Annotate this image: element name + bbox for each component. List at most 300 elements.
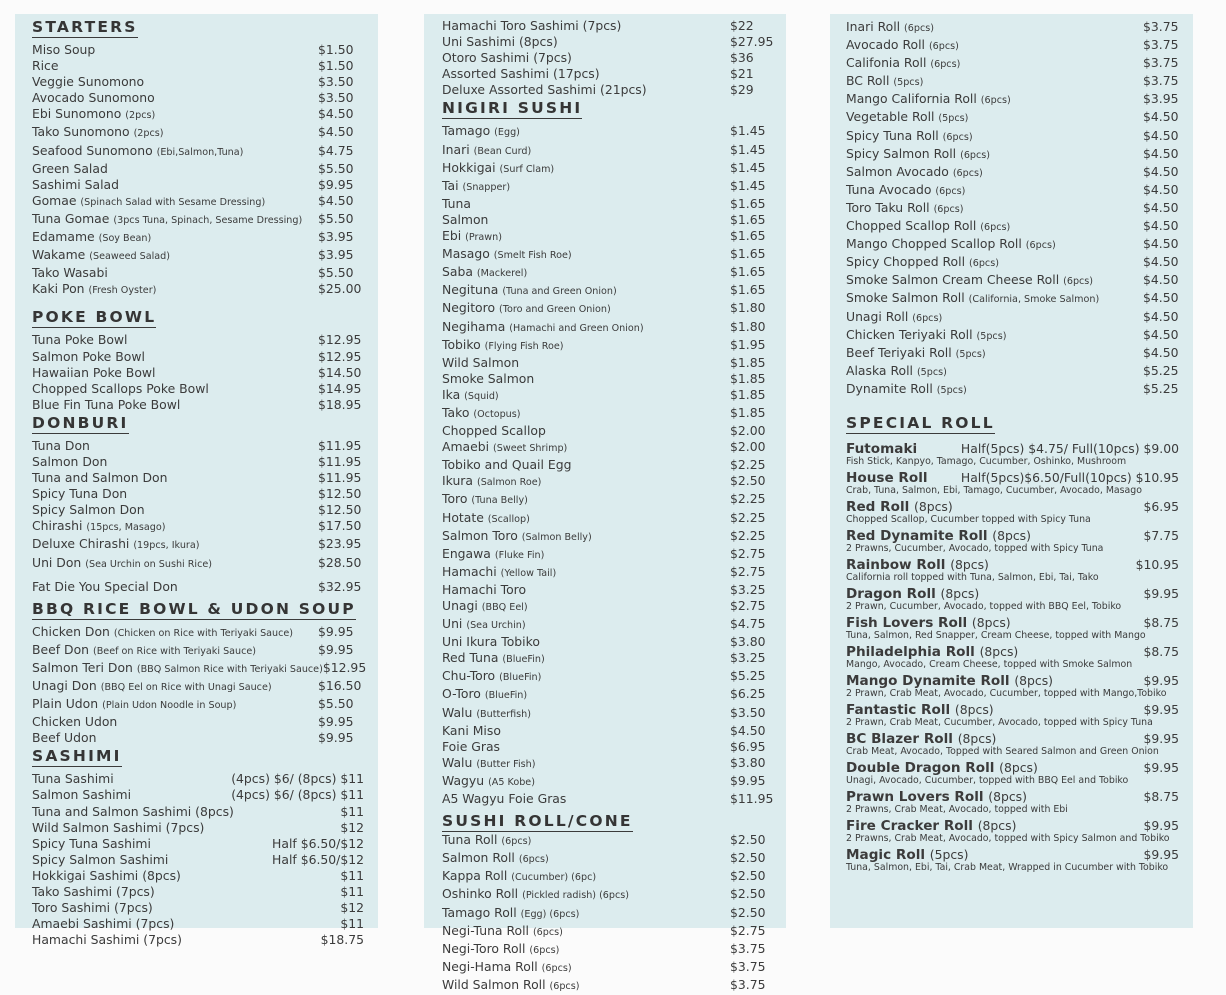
item-name: Uni [442,616,463,632]
list-item [442,886,778,904]
item-size: (8pcs) [940,585,980,601]
item-price: $16.50 [318,678,362,693]
rolls-continued-list [846,19,1179,399]
item-note: (Ebi,Salmon,Tuna) [156,146,244,158]
list-item [846,290,1179,308]
item-name: Salmon Roll [442,850,515,866]
item-name-wrap [32,332,128,348]
list-item [32,771,364,787]
special-roll-item [846,585,1179,612]
item-price: $4.50 [1143,272,1179,288]
item-price: $3.75 [1143,37,1179,53]
item-price: $14.50 [318,364,362,380]
item-name: Tuna Poke Bowl [32,332,128,348]
item-note: (6pcs) [980,222,1011,234]
list-item [442,650,778,668]
item-note: (6pcs) [928,41,959,53]
item-price: $3.50 [318,90,354,106]
item-name: Seafood Sunomono [32,142,153,158]
item-name: Wakame [32,247,86,263]
list-item [32,804,364,820]
item-name-wrap [442,832,531,850]
item-name: Inari [442,141,470,157]
item-price: $3.75 [730,940,766,956]
item-note: (BBQ Eel on Rice with Unagi Sauce) [100,682,272,693]
item-price: $2.75 [730,545,766,561]
item-name: Spicy Salmon Sashimi [32,851,169,867]
item-name-wrap [846,236,1056,254]
item-price: $2.25 [730,509,766,525]
item-name: Deluxe Chirashi [32,536,130,552]
list-item [32,642,364,660]
item-name-wrap [442,473,541,491]
item-price: $3.75 [1143,19,1179,34]
item-name: Chopped Scallop Roll [846,218,977,234]
item-price: $1.50 [318,58,354,74]
item-name-wrap [846,345,986,363]
item-size: (8pcs) [999,759,1038,775]
item-name: Hawaiian Poke Bowl [32,364,156,380]
section-title-poke-bowl: POKE BOWL [32,308,157,327]
item-price: $2.50 [730,473,766,489]
item-name-text: Fantastic Roll [846,701,951,718]
item-size: (8pcs) [992,527,1031,543]
list-item [442,355,778,371]
item-price: $9.95 [1143,585,1179,601]
list-item [32,714,364,730]
item-price: $3.75 [730,958,766,974]
item-price: $1.85 [730,354,766,370]
special-roll-item [846,730,1179,757]
list-item [846,128,1179,146]
item-price: $4.50 [1143,326,1179,342]
item-price: $10.95 [1135,556,1179,572]
donburi-list [32,438,364,573]
item-price: $9.95 [318,176,354,192]
item-name-wrap [846,19,934,37]
item-name-wrap [32,660,323,678]
item-note: (Seaweed Salad) [89,251,171,263]
menu-column-middle [424,14,786,992]
item-price: $8.75 [1143,788,1179,804]
item-price: $4.50 [1143,181,1179,197]
item-name: Saba [442,264,473,280]
item-note: (5pcs) [938,113,969,125]
item-name: Vegetable Roll [846,109,935,125]
item-name: Smoke Salmon Roll [846,290,965,306]
item-price: $5.25 [730,668,766,684]
item-note: (2pcs) [125,110,156,122]
item-name: Spicy Tuna Sashimi [32,835,151,851]
item-name: Salmon Sashimi [32,787,132,803]
item-name-wrap [442,123,520,141]
item-price: $14.95 [318,380,362,396]
item-price: $2.75 [730,922,766,938]
item-note: (15pcs, Masago) [86,522,166,534]
item-price: $4.75 [318,142,354,158]
list-item [846,200,1179,218]
item-note: (6pcs) [960,149,991,161]
item-note: (Tuna and Green Onion) [502,286,617,298]
item-note: (Hamachi and Green Onion) [509,322,644,334]
special-roll-item [846,817,1179,844]
item-name-wrap [32,381,209,397]
item-price: $4.50 [1143,218,1179,234]
list-item [32,161,364,177]
item-name: Unagi [442,598,478,613]
list-item [32,211,364,229]
list-item [846,218,1179,236]
list-item [32,502,364,518]
item-name: Salmon Toro [442,527,518,543]
special-roll-item [846,556,1179,583]
item-name-wrap [846,91,1011,109]
item-name-wrap [442,50,572,66]
list-item [442,868,778,886]
item-name-wrap [442,212,488,228]
item-note: (Plain Udon Noodle in Soup) [102,700,237,712]
item-note: (Beef on Rice with Teriyaki Sauce) [92,645,257,657]
item-note: (3pcs Tuna, Spinach, Sesame Dressing) [113,214,303,226]
item-note: (Sea Urchin) [466,620,526,632]
item-name-wrap [846,164,983,182]
item-note: (5pcs) [893,77,924,89]
list-item [442,66,778,82]
item-note: (19pcs, Ikura) [133,540,200,552]
item-name: Walu [442,704,473,720]
item-note: (Smelt Fish Roe) [493,250,572,262]
item-price: $2.50 [730,868,766,884]
item-name: Negitoro [442,300,496,316]
item-price: $2.75 [730,598,766,613]
item-name: Hotate [442,509,484,525]
list-item [442,755,778,773]
item-name-wrap [442,723,501,739]
item-note: (A5 Kobe) [488,776,535,788]
item-name: Tako Sunomono [32,124,130,140]
item-name-wrap [442,705,531,723]
item-name-wrap [32,678,272,696]
item-name: Green Salad [32,160,108,176]
item-note: (6pcs) [549,980,580,992]
item-name-text: Philadelphia Roll [846,643,975,660]
list-item [442,634,778,650]
item-name-wrap [846,327,1006,345]
item-name: Wild Salmon Roll [442,976,546,992]
list-item [32,74,364,90]
item-name-wrap [846,309,942,327]
item-price: $4.50 [1143,109,1179,125]
item-name-text: Prawn Lovers Roll [846,788,984,805]
item-name: Hokkigai [442,159,496,175]
item-name-wrap [846,55,960,73]
item-name-wrap [442,755,535,773]
item-name: Foie Gras [442,738,501,754]
item-price: $5.50 [318,696,354,712]
item-name: Tobiko and Quail Egg [442,457,572,473]
special-roll-item [846,498,1179,525]
item-note: (Prawn) [465,232,502,244]
item-name-wrap [32,555,212,573]
item-description: 2 Prawn, Crab Meat, Avocado, Cucumber, topped with Mango,Tobiko [846,687,1167,699]
list-item [32,730,364,746]
item-note: (6pcs) [980,95,1011,107]
item-name: Spicy Chopped Roll [846,254,966,270]
item-name-wrap [846,254,999,272]
item-name-wrap [442,739,500,755]
section-title-donburi: DONBURI [32,413,129,432]
item-name-wrap [442,582,526,598]
item-price: $11 [340,916,364,932]
item-name: Negi-Hama Roll [442,958,538,974]
item-name: Tobiko [442,336,481,352]
list-item [846,272,1179,290]
list-item [442,723,778,739]
item-name: Unagi Roll [846,308,909,324]
item-name-wrap [442,196,471,212]
item-size: (8pcs) [957,730,997,746]
item-name: Hokkigai Sashimi (8pcs) [32,867,181,883]
item-price: $3.75 [1143,55,1179,71]
item-price: $9.95 [318,714,354,730]
list-item [846,55,1179,73]
item-price: $2.25 [730,491,766,507]
item-price: $9.95 [1143,817,1179,833]
item-note: (6pcs) [952,167,983,179]
item-name: Negi-Tuna Roll [442,922,529,938]
item-name: Edamame [32,229,95,245]
item-name: Beef Don [32,641,90,657]
item-description: Crab, Tuna, Salmon, Ebi, Tamago, Cucumber, Avocado, Masago [846,484,1142,496]
item-price: $4.50 [318,124,354,140]
item-name-wrap [32,124,164,142]
item-description: California roll topped with Tuna, Salmon, Ebi, Tai, Tako [846,571,1099,583]
item-name: Chopped Scallops Poke Bowl [32,380,209,396]
item-price: $4.50 [1143,145,1179,161]
item-name-wrap [442,387,499,405]
item-price: $18.75 [320,932,364,948]
list-item [442,178,778,196]
list-item [32,177,364,193]
item-note: (Yellow Tail) [500,567,557,579]
item-name-wrap [846,109,968,127]
item-price: $1.85 [730,404,766,420]
item-name: Red Tuna [442,650,499,666]
item-note: (Chicken on Rice with Teriyaki Sauce) [113,627,294,639]
item-name: Chopped Scallop [442,423,546,439]
list-item [32,229,364,247]
item-size: (5pcs) [929,846,969,862]
item-price: $1.65 [730,211,766,227]
item-name-wrap [442,598,528,616]
item-price: $2.50 [730,904,766,920]
item-name-wrap [442,282,617,300]
item-price: $23.95 [318,536,362,552]
item-price: $29 [730,82,754,98]
menu-column-left [15,14,378,948]
item-name: Miso Soup [32,42,96,57]
item-name-wrap [442,491,528,509]
item-note: (Toro and Green Onion) [499,304,611,316]
item-name-wrap [846,381,967,399]
item-name: Tako [442,404,470,420]
item-note: (Tuna Belly) [471,495,528,507]
item-note: (BBQ Eel) [481,602,528,613]
list-item [442,791,778,807]
list-item [32,900,364,916]
list-item [442,212,778,228]
item-name-wrap [32,106,155,124]
item-name-wrap [32,161,108,177]
item-price: $5.25 [1143,380,1179,396]
list-item [32,787,364,803]
list-item [32,932,364,948]
list-item [846,91,1179,109]
item-name: Ebi Sunomono [32,106,122,122]
item-note: (6pcs) [904,23,934,34]
list-item [32,454,364,470]
special-roll-item [846,614,1179,641]
item-note: (BlueFin) [484,690,528,702]
item-name-wrap [442,246,572,264]
item-name-wrap [32,397,180,413]
item-note: (Octopus) [473,408,521,420]
list-item [32,536,364,554]
item-name: Tuna Sashimi [32,771,114,787]
item-name: Chirashi [32,518,83,534]
item-name: Tamago Roll [442,904,517,920]
item-note: (6pcs) [942,131,973,143]
item-description: Tuna, Salmon, Ebi, Tai, Crab Meat, Wrapped in Cucumber with Tobiko [846,861,1169,873]
item-price: $9.95 [1143,730,1179,746]
item-size: (8pcs) [954,701,994,717]
starters-list [32,42,364,299]
item-name: Tai [442,177,459,193]
item-name-wrap [442,959,572,977]
list-item [442,34,778,50]
item-name: Inari Roll [846,19,901,34]
section-title-bbq: BBQ RICE BOWL & UDON SOUP [32,599,356,618]
list-item [846,37,1179,55]
item-price: $11 [340,884,364,900]
item-name-wrap [32,454,107,470]
item-price: $4.50 [318,192,354,208]
item-price: $3.95 [1143,91,1179,107]
item-name-wrap [846,146,990,164]
list-item [32,696,364,714]
item-name: Masago [442,246,490,262]
item-name: Chicken Udon [32,714,118,730]
item-price: $3.50 [730,704,766,720]
item-note: (BlueFin) [502,654,545,666]
item-price: $9.95 [1143,701,1179,717]
item-note: (Spinach Salad with Sesame Dressing) [80,196,266,208]
item-note: (Snapper) [462,181,511,193]
item-name-wrap [32,177,119,193]
item-name: Hamachi Toro Sashimi (7pcs) [442,18,622,33]
item-name: Smoke Salmon Cream Cheese Roll [846,272,1060,288]
item-price: Half $6.50/$12 [272,851,364,867]
list-item [442,832,778,850]
item-description: Fish Stick, Kanpyo, Tamago, Cucumber, Oshinko, Mushroom [846,455,1127,467]
item-price: $8.75 [1143,614,1179,630]
item-price: $4.50 [1143,236,1179,252]
item-name-wrap [442,66,600,82]
item-name: A5 Wagyu Foie Gras [442,791,567,807]
list-item [442,491,778,509]
item-price: Half(5pcs)$6.50/Full(10pcs) $10.95 [960,469,1179,485]
item-name-wrap [442,34,558,50]
item-name-wrap [846,73,923,91]
list-item [32,124,364,142]
item-name-wrap [32,730,96,746]
item-name: Tamago [442,123,491,139]
item-name: Califonia Roll [846,55,927,71]
item-note: (BBQ Salmon Rice with Teriyaki Sauce) [136,663,323,675]
list-item [442,82,778,98]
item-note: (6pcs) [933,203,964,215]
item-price: $6.95 [1143,498,1179,514]
list-item [442,300,778,318]
list-item [442,850,778,868]
item-price: $8.75 [1143,643,1179,659]
list-item [32,58,364,74]
item-name: Negihama [442,318,506,334]
list-item [32,365,364,381]
item-price: $7.75 [1143,527,1179,543]
list-item [32,659,367,678]
item-name: Blue Fin Tuna Poke Bowl [32,396,181,412]
item-price: $3.75 [730,976,766,992]
item-name-wrap [846,182,965,200]
item-price: $4.50 [1143,127,1179,143]
item-note: (Sea Urchin on Sushi Rice) [85,558,213,570]
item-name: Mango Chopped Scallop Roll [846,236,1022,252]
item-name: Tuna [442,195,471,211]
list-item [442,282,778,300]
list-item [442,582,778,598]
item-name-wrap [846,200,964,218]
list-item [442,686,778,704]
item-name-wrap [32,281,156,299]
list-item [846,254,1179,272]
item-price: $5.25 [1143,362,1179,378]
list-item [442,528,778,546]
sashimi-list [32,771,364,948]
item-name-wrap [442,850,549,868]
item-size: (8pcs) [950,556,989,572]
item-price: $3.25 [730,581,766,597]
item-name: Alaska Roll [846,362,913,378]
item-note: (6pcs) [935,185,966,197]
list-item [846,345,1179,363]
list-item [442,473,778,491]
item-name-wrap [32,696,236,714]
list-item [442,160,778,178]
item-name: Tuna Roll [442,832,498,848]
list-item [846,146,1179,164]
item-price: $2.25 [730,527,766,543]
list-item [442,246,778,264]
item-description: 2 Prawns, Cucumber, Avocado, topped with Spicy Tuna [846,542,1104,554]
item-name: Veggie Sunomono [32,74,145,90]
item-name: Rice [32,58,59,74]
list-item [442,196,778,212]
item-name: Toro Sashimi (7pcs) [32,900,153,916]
item-price: $1.85 [730,386,766,402]
item-note: (5pcs) [955,348,986,360]
list-item [442,423,778,439]
